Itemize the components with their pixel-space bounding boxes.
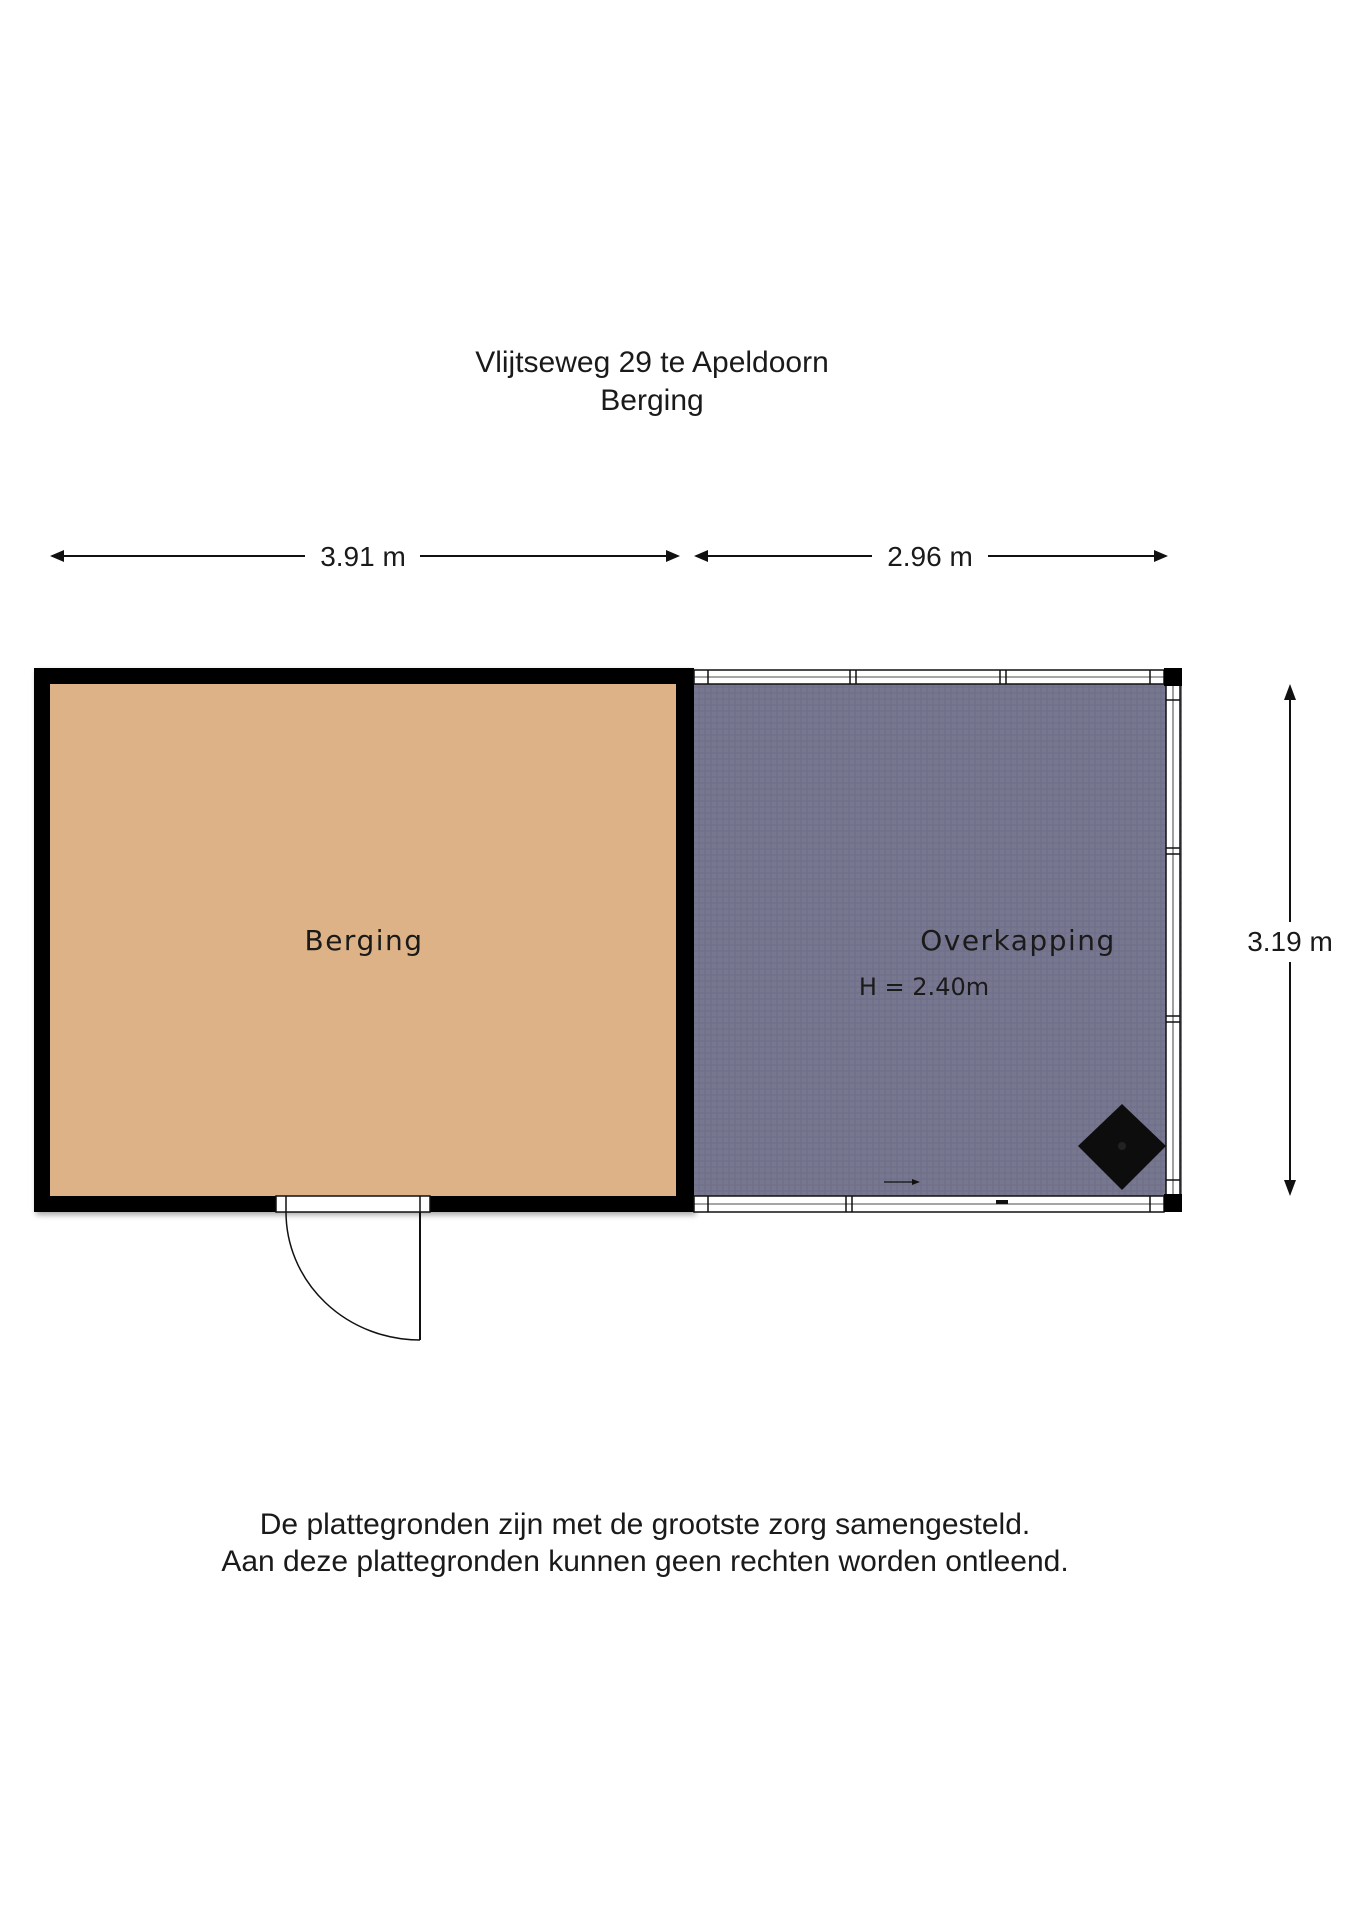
arrow-down-icon	[1284, 1180, 1296, 1196]
width-left-label: 3.91 m	[320, 541, 406, 572]
corner-post	[1164, 1194, 1182, 1212]
door-swing-arc	[286, 1212, 420, 1340]
arrow-right-icon	[1154, 550, 1168, 562]
disclaimer-line-1: De plattegronden zijn met de grootste zorg samengesteld.	[259, 1508, 1031, 1541]
address-title: Vlijtseweg 29 te Apeldoorn	[475, 346, 829, 379]
floor-title: Berging	[600, 384, 704, 417]
door	[276, 1196, 430, 1340]
room-canopy-label: Overkapping	[920, 924, 1116, 957]
room-canopy-height: H = 2.40m	[858, 973, 990, 1001]
disclaimer	[0, 1506, 1290, 1580]
room-storage-label: Berging	[304, 924, 424, 957]
arrow-up-icon	[1284, 684, 1296, 700]
disclaimer-line-2: Aan deze plattegronden kunnen geen rechten worden ontleend.	[221, 1545, 1069, 1578]
arrow-left-icon	[694, 550, 708, 562]
arrow-left-icon	[50, 550, 64, 562]
arrow-right-icon	[666, 550, 680, 562]
depth-label: 3.19 m	[1247, 926, 1333, 957]
corner-post	[1164, 668, 1182, 686]
dimension-depth	[1240, 684, 1340, 1196]
dimension-width-right	[694, 541, 1168, 572]
dimension-width-left	[50, 541, 680, 572]
width-right-label: 2.96 m	[887, 541, 973, 572]
